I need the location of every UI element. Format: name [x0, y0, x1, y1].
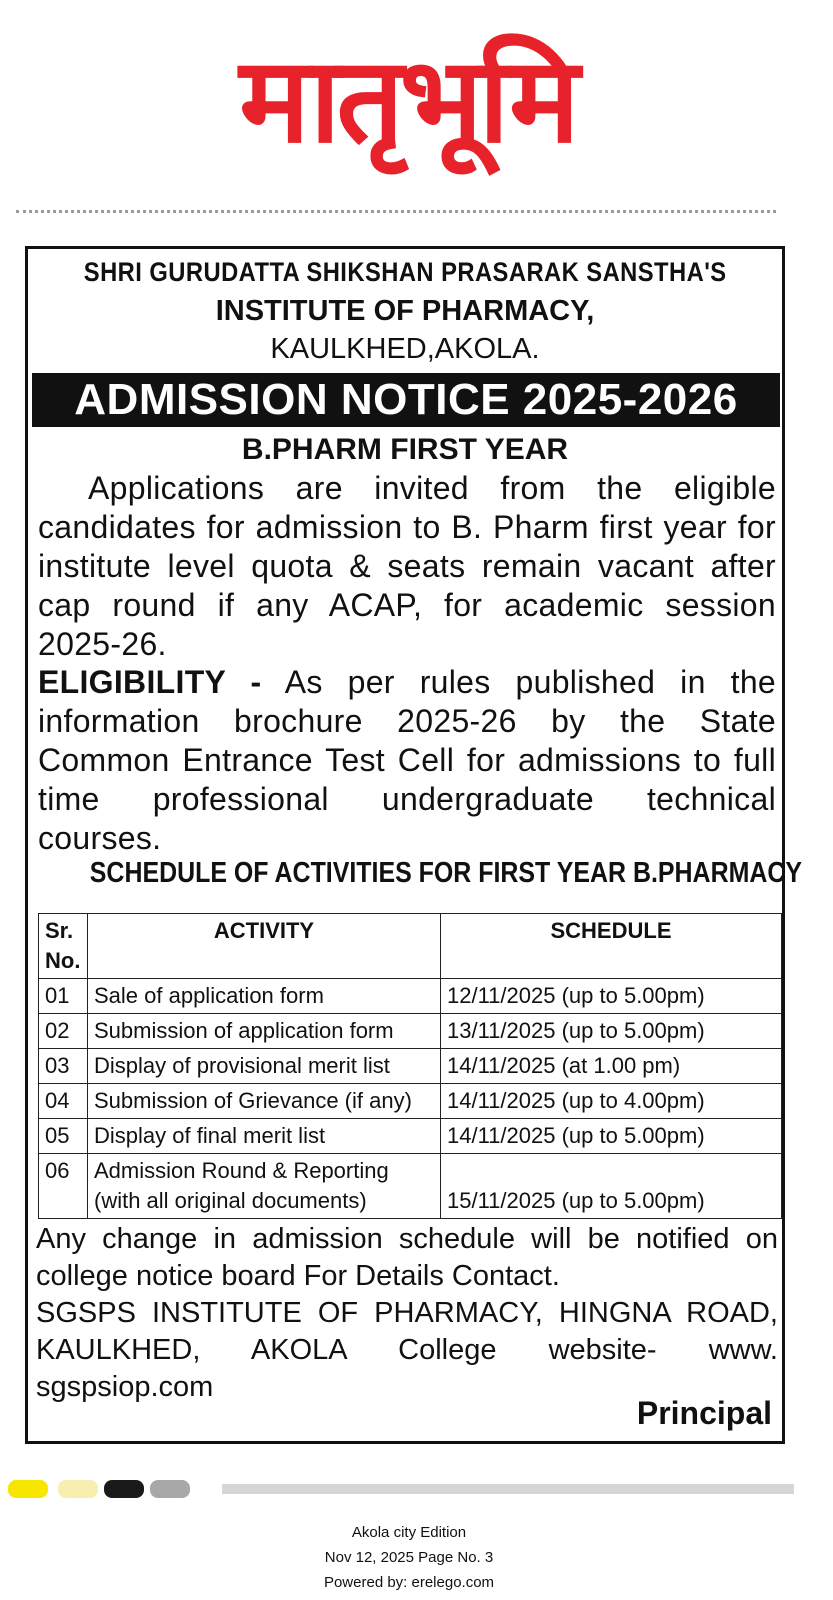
gray-strip	[222, 1484, 794, 1494]
table-row	[39, 1119, 782, 1154]
row-sr: 02	[39, 1014, 88, 1049]
powered-by: Powered by: erelego.com	[323, 1574, 495, 1591]
eligibility-text: As per rules published in the information brochure 2025-26 by the State Common Entrance Test Cell for admissions to full time professional undergraduate technical courses.	[38, 664, 777, 856]
row-schedule: 13/11/2025 (up to 5.00pm)	[441, 1014, 782, 1049]
swatch-gray	[150, 1480, 190, 1498]
table-row	[39, 1154, 782, 1219]
row-sr: 06	[39, 1154, 88, 1219]
eligibility-label: ELIGIBILITY -	[38, 664, 262, 700]
table-row	[39, 1084, 782, 1119]
swatch-pale-yellow	[58, 1480, 98, 1498]
row-sr: 04	[39, 1084, 88, 1119]
row-schedule: 12/11/2025 (up to 5.00pm)	[441, 979, 782, 1014]
schedule-title: SCHEDULE OF ACTIVITIES FOR FIRST YEAR B.PHARMACY	[89, 857, 803, 889]
cut-line-divider	[16, 210, 776, 213]
institute-city: KAULKHED,AKOLA.	[270, 333, 540, 365]
date-and-page: Nov 12, 2025 Page No. 3	[324, 1549, 494, 1566]
header-activity: ACTIVITY	[88, 914, 441, 979]
masthead	[0, 0, 833, 215]
newspaper-logo: मातृभूमि	[239, 31, 576, 169]
row-schedule: 15/11/2025 (up to 5.00pm)	[441, 1154, 782, 1219]
eligibility-paragraph	[38, 663, 776, 858]
header-schedule: SCHEDULE	[441, 914, 782, 979]
header-sr-no: Sr. No.	[39, 914, 88, 979]
row-schedule: 14/11/2025 (up to 4.00pm)	[441, 1084, 782, 1119]
row-activity: Display of final merit list	[88, 1119, 441, 1154]
table-row	[39, 979, 782, 1014]
institute-name: INSTITUTE OF PHARMACY,	[215, 295, 595, 327]
signatory: Principal	[636, 1395, 772, 1431]
table-header-row	[39, 914, 782, 979]
swatch-yellow	[8, 1480, 48, 1498]
row-activity: Sale of application form	[88, 979, 441, 1014]
schedule-table	[38, 913, 782, 1219]
row-schedule: 14/11/2025 (at 1.00 pm)	[441, 1049, 782, 1084]
table-row	[39, 1014, 782, 1049]
row-sr: 01	[39, 979, 88, 1014]
row-activity: Admission Round & Reporting (with all original documents)	[88, 1154, 441, 1219]
table-row	[39, 1049, 782, 1084]
row-activity: Display of provisional merit list	[88, 1049, 441, 1084]
row-schedule: 14/11/2025 (up to 5.00pm)	[441, 1119, 782, 1154]
admission-notice-box	[25, 246, 803, 1444]
swatch-black	[104, 1480, 144, 1498]
page-footer	[0, 1520, 818, 1595]
row-activity: Submission of application form	[88, 1014, 441, 1049]
row-activity: Submission of Grievance (if any)	[88, 1084, 441, 1119]
row-sr: 03	[39, 1049, 88, 1084]
row-sr: 05	[39, 1119, 88, 1154]
organization-name: SHRI GURUDATTA SHIKSHAN PRASARAK SANSTHA'S	[83, 257, 727, 287]
edition-name: Akola city Edition	[351, 1524, 467, 1541]
notice-banner: ADMISSION NOTICE 2025-2026	[32, 373, 780, 427]
intro-paragraph: Applications are invited from the eligible candidates for admission to B. Pharm first year for institute level quota & seats remain vacant after cap round if any ACAP, for academic session 2025-26.	[38, 470, 776, 662]
schedule-change-note: Any change in admission schedule will be notified on college notice board For Details Contact.	[36, 1223, 778, 1292]
course-title: B.PHARM FIRST YEAR	[241, 433, 569, 466]
contact-address: SGSPS INSTITUTE OF PHARMACY, HINGNA ROAD, KAULKHED, AKOLA College website- www. sgspsiop.com	[36, 1297, 778, 1403]
